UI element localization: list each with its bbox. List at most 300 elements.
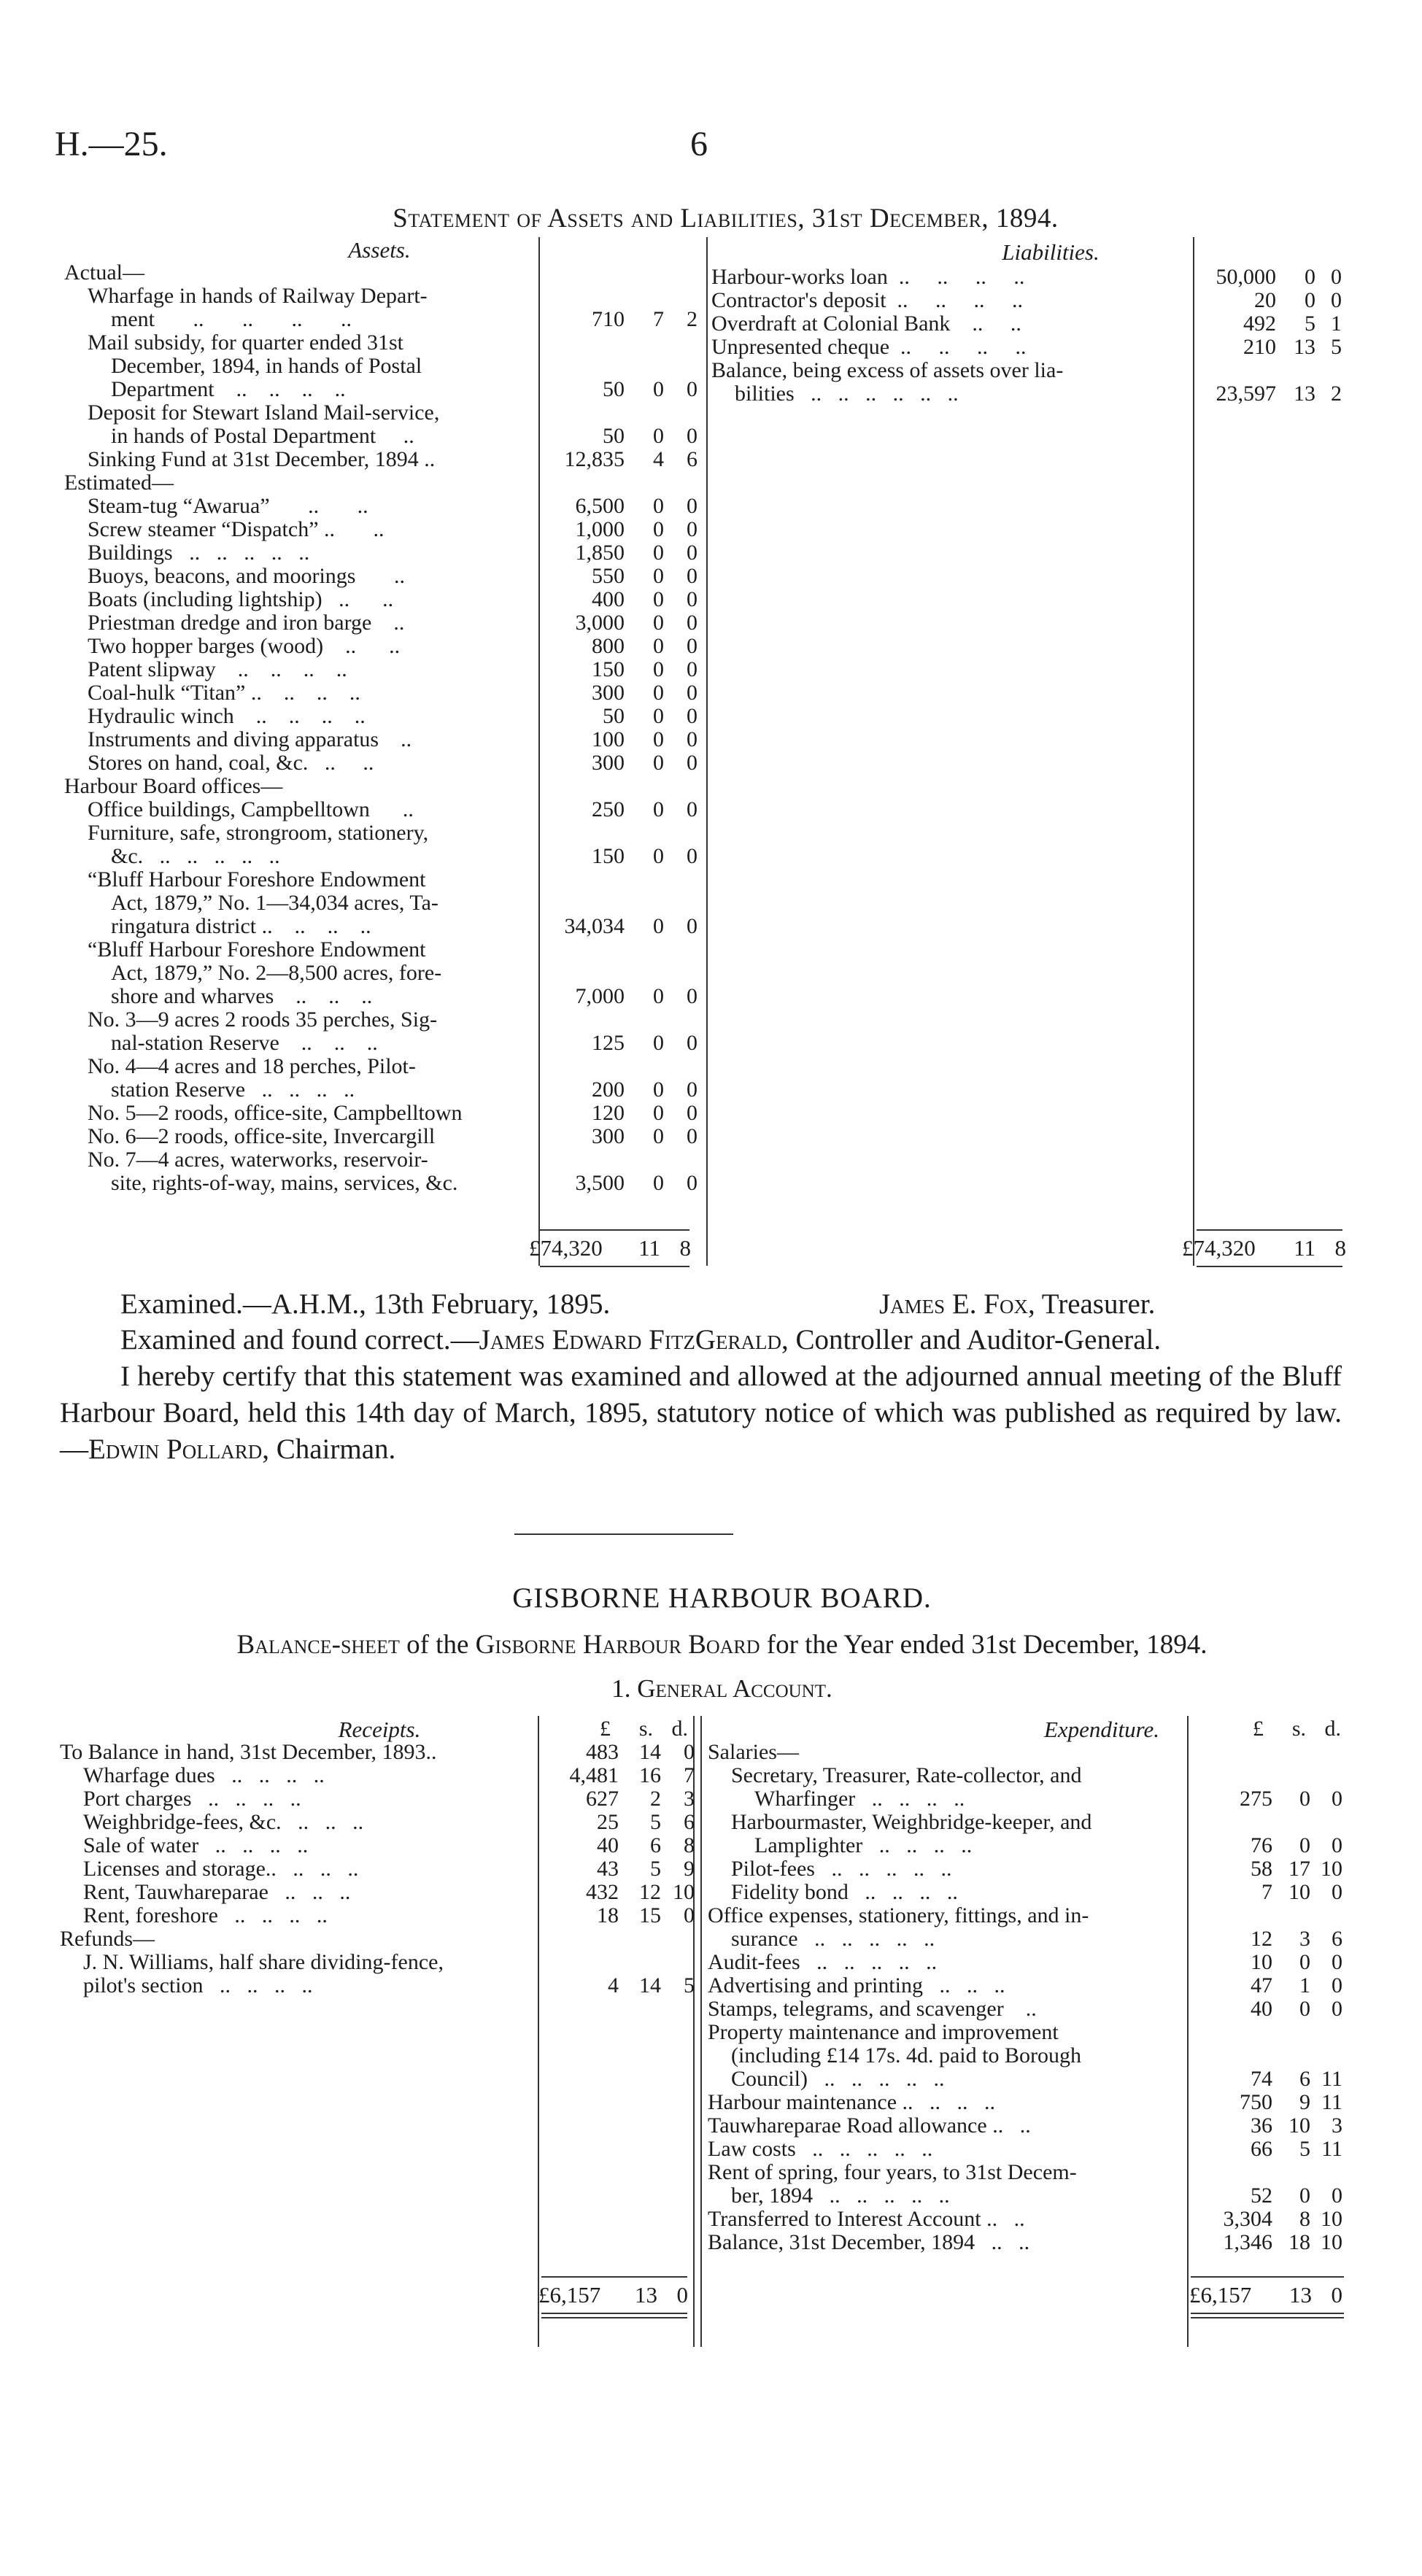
asset-row-shillings: 0 <box>653 681 664 705</box>
expenditure-row <box>708 1811 1342 1834</box>
examined-note: Examined.—A.H.M., 13th February, 1895. <box>120 1288 611 1320</box>
expenditure-row-pounds: 1,346 <box>1223 2230 1272 2254</box>
asset-row <box>64 751 698 775</box>
expenditure-row-shillings: 18 <box>1288 2230 1310 2254</box>
expenditure-row-shillings: 0 <box>1299 1997 1310 2021</box>
asset-row-label: Wharfage in hands of Railway Depart- <box>88 284 428 308</box>
receipt-row-shillings: 16 <box>639 1763 661 1787</box>
auditor-name: James Edward FitzGerald <box>479 1324 781 1355</box>
receipts-heading: Receipts. <box>338 1717 421 1742</box>
asset-row-pounds <box>536 331 625 355</box>
receipt-row-shillings: 12 <box>639 1880 661 1904</box>
asset-row-pence: 0 <box>687 1101 698 1125</box>
liabilities-total-pence: 8 <box>1334 1235 1346 1261</box>
expenditure-row-label: Salaries— <box>708 1740 799 1764</box>
asset-row-pounds <box>536 1148 625 1172</box>
asset-row-label: Boats (including lightship) .. .. <box>88 587 394 611</box>
asset-row-pounds <box>536 962 625 985</box>
expenditure-row-pounds: 66 <box>1251 2137 1272 2161</box>
asset-row-shillings <box>625 261 664 285</box>
liability-row-shillings: 0 <box>1305 265 1315 289</box>
asset-row-pence: 0 <box>687 517 698 541</box>
asset-row <box>64 565 698 588</box>
receipt-row-pounds: 4,481 <box>569 1763 619 1787</box>
liabilities-total <box>1182 1235 1346 1261</box>
asset-row-shillings <box>625 938 664 962</box>
expenditure-row-label: Lamplighter .. .. .. .. <box>754 1833 973 1857</box>
receipts-total-underline <box>541 2317 687 2318</box>
asset-row <box>64 1148 698 1172</box>
asset-row-pence: 0 <box>687 751 698 775</box>
asset-row-pence <box>664 938 698 962</box>
asset-row-label: Sinking Fund at 31st December, 1894 .. <box>88 447 436 471</box>
expenditure-row-shillings: 0 <box>1299 2184 1310 2208</box>
gisborne-board-title: GISBORNE HARBOUR BOARD. <box>512 1582 932 1614</box>
expenditure-row <box>708 2208 1342 2231</box>
asset-row-pence <box>664 821 698 845</box>
assets-total-pence: 8 <box>679 1235 691 1261</box>
liability-row-shillings <box>1276 359 1315 382</box>
liability-row-shillings: 0 <box>1305 288 1315 312</box>
asset-row-shillings: 0 <box>653 1078 664 1102</box>
expenditure-row-pence: 0 <box>1332 1997 1342 2021</box>
asset-row-pounds: 300 <box>592 681 625 705</box>
column-rule <box>700 1716 702 2347</box>
receipt-row-label: Wharfage dues .. .. .. .. <box>83 1763 325 1787</box>
assets-total-underline <box>540 1266 689 1267</box>
asset-row-pounds <box>536 775 625 798</box>
expenditure-row-pence: 10 <box>1321 2207 1342 2231</box>
asset-row-pence <box>664 471 698 495</box>
liabilities-total-shillings: 11 <box>1294 1235 1315 1261</box>
asset-row-label: “Bluff Harbour Foreshore Endowment <box>88 867 426 891</box>
receipt-row-shillings: 14 <box>639 1973 661 1997</box>
asset-row-pence <box>664 891 698 915</box>
asset-row-pence: 0 <box>687 494 698 518</box>
asset-row-pounds: 300 <box>592 1124 625 1148</box>
receipt-row-pounds: 4 <box>608 1973 619 1997</box>
asset-row-pence: 0 <box>687 844 698 868</box>
receipt-row-pounds: 18 <box>597 1903 619 1927</box>
receipt-row <box>60 1787 695 1811</box>
receipt-row <box>60 1881 695 1904</box>
asset-row-shillings <box>625 868 664 891</box>
liability-row <box>711 382 1342 406</box>
asset-row-shillings: 0 <box>653 564 664 588</box>
asset-row-pence: 0 <box>687 424 698 448</box>
asset-row-pounds: 550 <box>592 564 625 588</box>
expenditure-total-shillings: 13 <box>1289 2282 1312 2308</box>
expenditure-row-label: ber, 1894 .. .. .. .. .. <box>731 2184 950 2208</box>
expenditure-row-shillings: 3 <box>1299 1927 1310 1951</box>
asset-row-pence: 0 <box>687 634 698 658</box>
balance-sheet-word: Balance-sheet <box>236 1630 400 1660</box>
asset-row-label: No. 7—4 acres, waterworks, reservoir- <box>88 1148 428 1172</box>
expenditure-row-pence: 10 <box>1321 2230 1342 2254</box>
expenditure-row-label: Rent of spring, four years, to 31st Decem- <box>708 2160 1077 2184</box>
asset-row-label: Two hopper barges (wood) .. .. <box>88 634 401 658</box>
asset-row-shillings <box>625 891 664 915</box>
asset-row-label: Furniture, safe, strongroom, stationery, <box>88 821 429 845</box>
expenditure-row-pence <box>1310 1764 1342 1787</box>
asset-row-pounds: 6,500 <box>575 494 625 518</box>
expenditure-row-pence: 0 <box>1332 1833 1342 1857</box>
balance-sheet-of: of the <box>399 1630 476 1660</box>
expenditure-row-pence: 10 <box>1321 1857 1342 1881</box>
expenditure-total-pounds: £6,157 <box>1189 2282 1252 2308</box>
asset-row-label: station Reserve .. .. .. .. <box>111 1078 355 1102</box>
expenditure-row-label: Stamps, telegrams, and scavenger .. <box>708 1997 1037 2021</box>
asset-row-shillings <box>625 471 664 495</box>
asset-row-pence <box>664 1148 698 1172</box>
asset-row-pounds: 150 <box>592 844 625 868</box>
asset-row-pounds: 3,500 <box>575 1171 625 1195</box>
expenditure-row-pence: 3 <box>1332 2113 1342 2138</box>
expenditure-row-pounds <box>1185 1904 1272 1927</box>
liability-row-pence: 0 <box>1331 265 1342 289</box>
asset-row-pounds <box>536 471 625 495</box>
expenditure-row-pounds: 750 <box>1240 2090 1272 2114</box>
asset-row-pounds <box>536 938 625 962</box>
asset-row-pounds: 200 <box>592 1078 625 1102</box>
asset-row-label: Screw steamer “Dispatch” .. .. <box>88 517 385 541</box>
expenditure-row-label: Pilot-fees .. .. .. .. .. <box>731 1857 952 1881</box>
asset-row <box>64 1078 698 1102</box>
assets-total <box>529 1235 691 1261</box>
asset-row-label: No. 4—4 acres and 18 perches, Pilot- <box>88 1054 416 1078</box>
receipt-row-shillings <box>619 1927 661 1951</box>
expenditure-row <box>708 1974 1342 1997</box>
asset-row-label: ment .. .. .. .. <box>111 307 352 331</box>
page-reference: H.—25. <box>55 125 168 163</box>
expenditure-row-pence <box>1310 2161 1342 2184</box>
asset-row <box>64 658 698 681</box>
asset-row-shillings <box>625 821 664 845</box>
pounds-head: £ <box>600 1717 611 1741</box>
asset-row <box>64 635 698 658</box>
asset-row-pence <box>664 1008 698 1032</box>
liability-row-label: Overdraft at Colonial Bank .. .. <box>711 312 1021 336</box>
expenditure-row-label: Audit-fees .. .. .. .. .. <box>708 1950 938 1974</box>
liabilities-total-underline <box>1197 1266 1342 1267</box>
asset-row-pence <box>664 401 698 425</box>
asset-row-pence: 0 <box>687 681 698 705</box>
expenditure-total-pence: 0 <box>1331 2282 1342 2308</box>
asset-row-shillings <box>625 1008 664 1032</box>
expenditure-row <box>708 1857 1342 1881</box>
asset-row-pounds: 710 <box>592 307 625 331</box>
liabilities-heading: Liabilities. <box>1002 239 1100 265</box>
expenditure-row-pounds: 76 <box>1251 1833 1272 1857</box>
asset-row-label: Act, 1879,” No. 2—8,500 acres, fore- <box>111 961 442 985</box>
expenditure-row-shillings <box>1272 2021 1310 2044</box>
pence-head: d. <box>1324 1717 1341 1741</box>
asset-row <box>64 471 698 495</box>
asset-row-shillings: 0 <box>653 634 664 658</box>
asset-row-pence: 0 <box>687 1171 698 1195</box>
expenditure-row-label: Council) .. .. .. .. .. <box>731 2067 945 2091</box>
asset-row-label: site, rights-of-way, mains, services, &c. <box>111 1171 458 1195</box>
pounds-head: £ <box>1253 1717 1264 1741</box>
receipt-row-label: Refunds— <box>60 1927 155 1951</box>
asset-row <box>64 681 698 705</box>
balance-sheet-board: Gisborne Harbour Board <box>475 1630 760 1660</box>
receipt-row-pounds: 432 <box>586 1880 619 1904</box>
asset-row-pence <box>664 1055 698 1078</box>
receipt-row-label: Weighbridge-fees, &c. .. .. .. <box>83 1810 364 1834</box>
asset-row-label: No. 3—9 acres 2 roods 35 perches, Sig- <box>88 1007 438 1032</box>
expenditure-row-pounds <box>1185 1741 1272 1764</box>
receipt-row-pence: 9 <box>684 1857 695 1881</box>
assets-heading: Assets. <box>348 237 411 263</box>
expenditure-row-shillings: 0 <box>1299 1787 1310 1811</box>
auditor-role: , Controller and Auditor-General. <box>781 1324 1162 1355</box>
asset-row-shillings: 0 <box>653 1171 664 1195</box>
asset-row-pounds: 50 <box>603 377 625 401</box>
receipt-row <box>60 1741 695 1764</box>
asset-row <box>64 611 698 635</box>
receipt-row-label: pilot's section .. .. .. .. <box>83 1973 313 1997</box>
asset-row-shillings: 0 <box>653 1101 664 1125</box>
expenditure-row <box>708 1834 1342 1857</box>
column-rule <box>706 237 708 1266</box>
liability-row-pounds: 23,597 <box>1216 382 1276 406</box>
asset-row-pounds: 300 <box>592 751 625 775</box>
asset-row <box>64 1055 698 1078</box>
asset-row-shillings: 0 <box>653 611 664 635</box>
receipts-table <box>60 1741 695 1997</box>
liability-row-pounds: 492 <box>1243 312 1276 336</box>
expenditure-row-label: Property maintenance and improvement <box>708 2020 1059 2044</box>
asset-row-label: No. 6—2 roods, office-site, Invercargill <box>88 1124 436 1148</box>
asset-row <box>64 915 698 938</box>
expenditure-row-shillings: 1 <box>1299 1973 1310 1997</box>
expenditure-row-pounds: 40 <box>1251 1997 1272 2021</box>
asset-row <box>64 261 698 285</box>
asset-row-label: &c. .. .. .. .. .. <box>111 844 280 868</box>
balance-sheet-period: for the Year ended 31st December, 1894. <box>760 1630 1207 1660</box>
liability-row-label: bilities .. .. .. .. .. .. <box>735 382 959 406</box>
asset-row-pounds: 50 <box>603 424 625 448</box>
expenditure-row-pounds <box>1185 1811 1272 1834</box>
expenditure-row-pounds <box>1185 2021 1272 2044</box>
expenditure-row <box>708 2184 1342 2208</box>
asset-row-pence: 0 <box>687 914 698 938</box>
liability-row <box>711 359 1342 382</box>
asset-row-pence: 0 <box>687 657 698 681</box>
asset-row <box>64 331 698 355</box>
expenditure-row-pounds: 47 <box>1251 1973 1272 1997</box>
asset-row-label: Office buildings, Campbelltown .. <box>88 797 414 821</box>
auditor-note <box>120 1322 1161 1358</box>
expenditure-row-pence: 11 <box>1321 2090 1342 2114</box>
asset-row <box>64 518 698 541</box>
expenditure-row-pence <box>1310 1811 1342 1834</box>
asset-row-shillings: 0 <box>653 494 664 518</box>
asset-row-pounds: 50 <box>603 704 625 728</box>
receipt-row-pence <box>661 1927 695 1951</box>
expenditure-total <box>1189 2282 1342 2308</box>
asset-row-label: Act, 1879,” No. 1—34,034 acres, Ta- <box>111 891 438 915</box>
liability-row-pence: 2 <box>1331 382 1342 406</box>
asset-row-label: December, 1894, in hands of Postal <box>111 354 422 378</box>
asset-row-label: shore and wharves .. .. .. <box>111 984 373 1008</box>
asset-row-shillings: 0 <box>653 751 664 775</box>
receipt-row <box>60 1834 695 1857</box>
asset-row-shillings <box>625 962 664 985</box>
asset-row-shillings: 0 <box>653 517 664 541</box>
asset-row-label: Actual— <box>64 260 144 285</box>
expenditure-row-shillings: 9 <box>1299 2090 1310 2114</box>
expenditure-row-pounds: 3,304 <box>1223 2207 1272 2231</box>
expenditure-row <box>708 1904 1342 1927</box>
liability-row-pounds: 210 <box>1243 335 1276 359</box>
statement-title: Statement of Assets and Liabilities, 31st December, 1894. <box>393 204 1059 233</box>
asset-row-label: Coal-hulk “Titan” .. .. .. .. <box>88 681 360 705</box>
expenditure-row-pounds: 74 <box>1251 2067 1272 2091</box>
asset-row-shillings: 0 <box>653 377 664 401</box>
receipt-row-pence: 0 <box>684 1903 695 1927</box>
receipt-row-pounds: 627 <box>586 1787 619 1811</box>
expenditure-row-pence: 0 <box>1332 1950 1342 1974</box>
expenditure-row-label: Advertising and printing .. .. .. <box>708 1973 1005 1997</box>
expenditure-row-pence: 0 <box>1332 1787 1342 1811</box>
expenditure-row <box>708 2161 1342 2184</box>
liability-row <box>711 266 1342 289</box>
certification-text: I hereby certify that this statement was examined and allowed at the adjourned annual meeting of the Bluff Harbour Board, held this 14th day of March, 1895, statutory notice of which was published as required by law.— <box>60 1361 1342 1465</box>
liability-row-pounds <box>1178 359 1276 382</box>
asset-row-shillings: 4 <box>653 447 664 471</box>
expenditure-row-label: Tauwhareparae Road allowance .. .. <box>708 2113 1031 2138</box>
expenditure-row-label: (including £14 17s. 4d. paid to Borough <box>731 2043 1081 2068</box>
asset-row-label: Deposit for Stewart Island Mail-service, <box>88 401 440 425</box>
asset-row-label: “Bluff Harbour Foreshore Endowment <box>88 937 426 962</box>
asset-row-pounds: 34,034 <box>564 914 625 938</box>
asset-row <box>64 1125 698 1148</box>
asset-row-pence: 2 <box>687 307 698 331</box>
asset-row-label: Department .. .. .. .. <box>111 377 346 401</box>
asset-row-pounds: 250 <box>592 797 625 821</box>
treasurer-role: , Treasurer. <box>1027 1288 1156 1320</box>
receipt-row-label: Sale of water .. .. .. .. <box>83 1833 309 1857</box>
shillings-head: s. <box>638 1717 653 1741</box>
receipt-row-pounds: 40 <box>597 1833 619 1857</box>
expenditure-row <box>708 1927 1342 1951</box>
receipt-row-label: Licenses and storage.. .. .. .. <box>83 1857 359 1881</box>
receipt-row <box>60 1951 695 1974</box>
asset-row-label: Patent slipway .. .. .. .. <box>88 657 347 681</box>
asset-row-pence <box>664 868 698 891</box>
receipt-row-shillings: 5 <box>650 1810 661 1834</box>
asset-row-pence <box>664 962 698 985</box>
asset-row-label: Priestman dredge and iron barge .. <box>88 611 405 635</box>
liability-row-pence <box>1315 359 1342 382</box>
expenditure-row-pounds <box>1185 2161 1272 2184</box>
asset-row <box>64 378 698 401</box>
receipt-row-pence: 5 <box>684 1973 695 1997</box>
expenditure-row-pence: 11 <box>1321 2137 1342 2161</box>
receipt-row-pence: 7 <box>684 1763 695 1787</box>
asset-row <box>64 1008 698 1032</box>
asset-row-label: ringatura district .. .. .. .. <box>111 914 371 938</box>
treasurer-signature <box>879 1286 1155 1323</box>
asset-row-pounds: 1,000 <box>575 517 625 541</box>
asset-row-label: Hydraulic winch .. .. .. .. <box>88 704 366 728</box>
asset-row <box>64 541 698 565</box>
expenditure-row <box>708 2068 1342 2091</box>
expenditure-row-pounds: 58 <box>1251 1857 1272 1881</box>
expenditure-row-label: Wharfinger .. .. .. .. <box>754 1787 965 1811</box>
expenditure-row <box>708 2138 1342 2161</box>
expenditure-row-label: Balance, 31st December, 1894 .. .. <box>708 2230 1030 2254</box>
asset-row <box>64 798 698 821</box>
liability-row-pence: 0 <box>1331 288 1342 312</box>
asset-row-pence: 0 <box>687 564 698 588</box>
asset-row-pounds <box>536 401 625 425</box>
expenditure-row-label: surance .. .. .. .. .. <box>731 1927 935 1951</box>
asset-row-shillings: 0 <box>653 541 664 565</box>
receipt-row <box>60 1927 695 1951</box>
expenditure-row-pounds <box>1185 1764 1272 1787</box>
asset-row-pounds <box>536 821 625 845</box>
expenditure-row <box>708 1881 1342 1904</box>
asset-row-label: Buoys, beacons, and moorings .. <box>88 564 405 588</box>
asset-row-pounds <box>536 1008 625 1032</box>
asset-row-pence: 0 <box>687 377 698 401</box>
asset-row <box>64 775 698 798</box>
liabilities-total-pounds: £74,320 <box>1182 1235 1256 1261</box>
receipt-row-pence: 0 <box>684 1740 695 1764</box>
certification-paragraph <box>60 1358 1342 1468</box>
asset-row-shillings: 0 <box>653 727 664 751</box>
receipt-row <box>60 1974 695 1997</box>
assets-table <box>64 261 698 1195</box>
expenditure-row-pence: 11 <box>1321 2067 1342 2091</box>
receipts-total <box>538 2282 688 2308</box>
expenditure-row-label: Office expenses, stationery, fittings, and in- <box>708 1903 1089 1927</box>
receipts-total-pence: 0 <box>676 2282 688 2308</box>
expenditure-row-shillings: 17 <box>1288 1857 1310 1881</box>
asset-row-pounds: 1,850 <box>575 541 625 565</box>
expenditure-row-shillings: 0 <box>1299 1950 1310 1974</box>
expenditure-row-shillings: 10 <box>1288 1880 1310 1904</box>
expenditure-row-label: Harbour maintenance .. .. .. .. <box>708 2090 996 2114</box>
receipts-total-underline <box>541 2313 687 2314</box>
asset-row <box>64 1032 698 1055</box>
balance-sheet-title <box>0 1629 1422 1660</box>
asset-row-pounds <box>536 261 625 285</box>
receipt-row-label: To Balance in hand, 31st December, 1893.. <box>60 1740 437 1764</box>
asset-row-pounds <box>536 355 625 378</box>
expenditure-row-pounds: 7 <box>1261 1880 1272 1904</box>
receipt-row-shillings <box>619 1951 661 1974</box>
expenditure-row <box>708 2231 1342 2254</box>
treasurer-name: James E. Fox <box>879 1288 1028 1320</box>
asset-row-shillings <box>625 331 664 355</box>
asset-row-shillings: 0 <box>653 424 664 448</box>
receipt-row-shillings: 5 <box>650 1857 661 1881</box>
expenditure-total-underline <box>1191 2317 1344 2318</box>
receipt-row-pounds <box>538 1927 619 1951</box>
assets-total-shillings: 11 <box>638 1235 660 1261</box>
asset-row-pence: 0 <box>687 1124 698 1148</box>
receipts-total-rule <box>541 2276 687 2278</box>
asset-row-pence: 0 <box>687 727 698 751</box>
pence-head: d. <box>671 1717 688 1741</box>
liability-row-pounds: 20 <box>1254 288 1276 312</box>
expenditure-row-pence: 0 <box>1332 2184 1342 2208</box>
asset-row-pounds: 120 <box>592 1101 625 1125</box>
